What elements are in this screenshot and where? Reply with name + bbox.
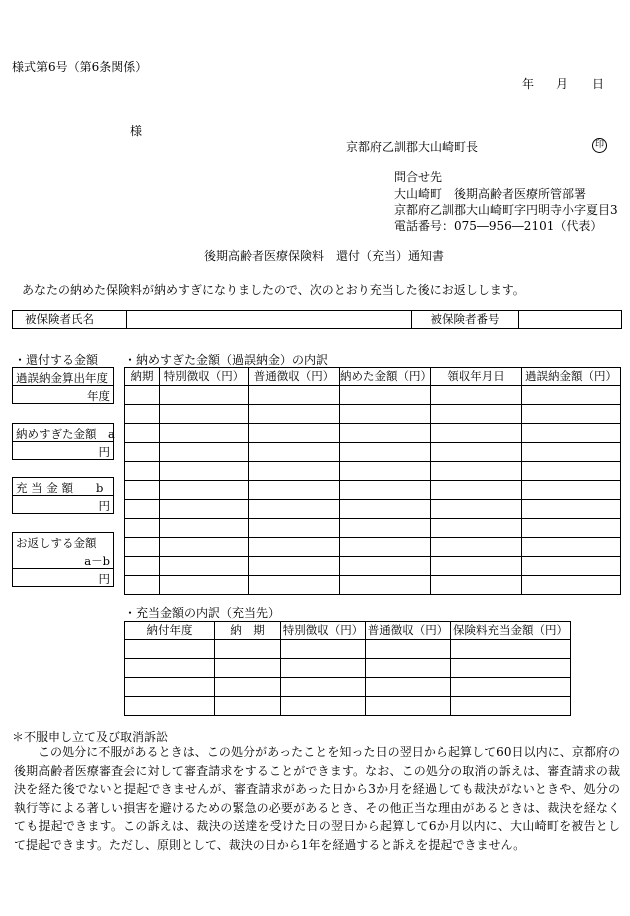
breakdown-row-cell[interactable] xyxy=(160,576,249,595)
applied-label: 充 当 金 額 b xyxy=(13,478,113,496)
document-title: 後期高齢者医療保険料 還付（充当）通知書 xyxy=(204,249,445,263)
breakdown-row-cell[interactable] xyxy=(340,538,431,557)
applied-row-cell[interactable] xyxy=(125,697,215,716)
breakdown-row-cell[interactable] xyxy=(249,557,340,576)
breakdown-row-cell[interactable] xyxy=(249,576,340,595)
applied-breakdown-heading: ・充当金額の内訳（充当先） xyxy=(124,606,281,620)
applied-breakdown-table xyxy=(124,621,571,716)
applied-row xyxy=(125,697,571,716)
applied-row-cell[interactable] xyxy=(215,640,281,659)
breakdown-row xyxy=(125,424,621,443)
breakdown-row-cell[interactable] xyxy=(125,405,160,424)
breakdown-row-cell[interactable] xyxy=(340,386,431,405)
breakdown-row-cell[interactable] xyxy=(249,500,340,519)
applied-row-cell[interactable] xyxy=(281,640,366,659)
seal-icon: 印 xyxy=(592,138,607,153)
applied-row xyxy=(125,659,571,678)
applied-row-cell[interactable] xyxy=(281,659,366,678)
breakdown-row-cell[interactable] xyxy=(522,424,621,443)
breakdown-row-cell[interactable] xyxy=(522,481,621,500)
breakdown-row-cell[interactable] xyxy=(125,500,160,519)
breakdown-row-cell[interactable] xyxy=(125,386,160,405)
breakdown-row-cell[interactable] xyxy=(160,443,249,462)
breakdown-row xyxy=(125,481,621,500)
breakdown-row-cell[interactable] xyxy=(431,424,522,443)
breakdown-row-cell[interactable] xyxy=(160,519,249,538)
insured-name-label: 被保険者氏名 xyxy=(13,311,127,329)
refund-year-label: 過誤納金算出年度 xyxy=(13,368,113,386)
applied-col-header: 保険料充当金額（円） xyxy=(451,622,571,640)
overpaid-box xyxy=(12,423,114,460)
return-box xyxy=(12,532,114,587)
applied-row-cell[interactable] xyxy=(215,697,281,716)
breakdown-col-header: 特別徴収（円） xyxy=(160,368,249,386)
breakdown-row-cell[interactable] xyxy=(522,519,621,538)
applied-row-cell[interactable] xyxy=(366,640,451,659)
insured-table xyxy=(12,310,622,329)
applied-row xyxy=(125,640,571,659)
breakdown-row xyxy=(125,538,621,557)
breakdown-row-cell[interactable] xyxy=(340,462,431,481)
date-month: 月 xyxy=(556,77,569,91)
form-number: 様式第6号（第6条関係） xyxy=(12,60,148,74)
breakdown-row-cell[interactable] xyxy=(522,386,621,405)
breakdown-row-cell[interactable] xyxy=(249,386,340,405)
breakdown-row-cell[interactable] xyxy=(249,519,340,538)
breakdown-row-cell[interactable] xyxy=(125,462,160,481)
breakdown-row-cell[interactable] xyxy=(431,386,522,405)
breakdown-row-cell[interactable] xyxy=(431,538,522,557)
breakdown-row-cell[interactable] xyxy=(340,405,431,424)
applied-row-cell[interactable] xyxy=(366,697,451,716)
applied-row-cell[interactable] xyxy=(215,659,281,678)
refund-year-box xyxy=(12,367,114,404)
overpaid-label: 納めすぎた金額 a xyxy=(13,424,113,442)
breakdown-row xyxy=(125,557,621,576)
insured-number-field[interactable] xyxy=(519,311,622,329)
notice-paragraph: この処分に不服があるときは、この処分があったことを知った日の翌日から起算して60日以内に、京都府の後期高齢者医療審査会に対して審査請求をすることができます。なお、この処分の取消の訴えは、審査請求の裁決を経た後でないと提起できませんが、審査請求があった日から3か月を経過しても裁決がないときや、処分の執行等による著しい損害を避けるための緊急の必要があるとき、その他正当な理由があるときは、裁決を経なくても提起できます。この訴えは、裁決の送達を受けた日の翌日から起算して6か月以内に、大山崎町を被告として提起できます。ただし、原則として、裁決の日から1年を経過すると訴えを提起できません。 xyxy=(14,745,620,852)
applied-row-cell[interactable] xyxy=(281,697,366,716)
breakdown-row-cell[interactable] xyxy=(160,386,249,405)
breakdown-row-cell[interactable] xyxy=(160,424,249,443)
applied-row-cell[interactable] xyxy=(215,678,281,697)
breakdown-row-cell[interactable] xyxy=(125,443,160,462)
applied-row xyxy=(125,678,571,697)
applied-col-header: 納付年度 xyxy=(125,622,215,640)
addressee-suffix: 様 xyxy=(130,124,143,138)
applied-row-cell[interactable] xyxy=(366,659,451,678)
breakdown-row-cell[interactable] xyxy=(340,576,431,595)
breakdown-row-cell[interactable] xyxy=(522,576,621,595)
return-yen: 円 xyxy=(98,572,110,586)
breakdown-row-cell[interactable] xyxy=(125,557,160,576)
refund-year-unit: 年度 xyxy=(87,389,110,403)
breakdown-row-cell[interactable] xyxy=(125,424,160,443)
contact-dept: 大山崎町 後期高齢者医療所管部署 xyxy=(394,187,587,201)
breakdown-row-cell[interactable] xyxy=(249,424,340,443)
breakdown-row xyxy=(125,386,621,405)
applied-col-header: 納 期 xyxy=(215,622,281,640)
contact-phone: 電話番号：075―956―2101（代表） xyxy=(394,219,603,233)
breakdown-row-cell[interactable] xyxy=(431,576,522,595)
applied-row-cell[interactable] xyxy=(451,697,571,716)
breakdown-row xyxy=(125,576,621,595)
breakdown-row-cell[interactable] xyxy=(431,462,522,481)
date-day: 日 xyxy=(592,77,605,91)
breakdown-row xyxy=(125,405,621,424)
intro-text: あなたの納めた保険料が納めすぎになりましたので、次のとおり充当した後にお返しします。 xyxy=(22,283,525,297)
breakdown-row-cell[interactable] xyxy=(125,519,160,538)
breakdown-row-cell[interactable] xyxy=(160,538,249,557)
breakdown-row-cell[interactable] xyxy=(522,443,621,462)
breakdown-row-cell[interactable] xyxy=(125,538,160,557)
breakdown-row-cell[interactable] xyxy=(249,481,340,500)
breakdown-row xyxy=(125,462,621,481)
breakdown-row-cell[interactable] xyxy=(340,519,431,538)
applied-row-cell[interactable] xyxy=(125,678,215,697)
applied-yen: 円 xyxy=(98,499,110,513)
breakdown-row-cell[interactable] xyxy=(431,557,522,576)
insured-name-field[interactable] xyxy=(127,311,412,329)
breakdown-table xyxy=(124,367,621,595)
insured-number-label: 被保険者番号 xyxy=(412,311,519,329)
breakdown-row-cell[interactable] xyxy=(522,405,621,424)
breakdown-row-cell[interactable] xyxy=(160,462,249,481)
breakdown-col-header: 納めた金額（円） xyxy=(340,368,431,386)
breakdown-row-cell[interactable] xyxy=(125,576,160,595)
breakdown-row-cell[interactable] xyxy=(431,481,522,500)
date-year: 年 xyxy=(522,77,535,91)
return-label: お返しする金額 xyxy=(16,536,97,550)
breakdown-row-cell[interactable] xyxy=(522,538,621,557)
applied-row-cell[interactable] xyxy=(366,678,451,697)
breakdown-row-cell[interactable] xyxy=(125,481,160,500)
issuer: 京都府乙訓郡大山崎町長 xyxy=(346,140,479,154)
breakdown-row-cell[interactable] xyxy=(249,405,340,424)
breakdown-col-header: 過誤納金額（円） xyxy=(522,368,621,386)
breakdown-row-cell[interactable] xyxy=(340,557,431,576)
breakdown-row-cell[interactable] xyxy=(340,500,431,519)
breakdown-col-header: 納期 xyxy=(125,368,160,386)
breakdown-row xyxy=(125,500,621,519)
applied-row-cell[interactable] xyxy=(125,659,215,678)
breakdown-row-cell[interactable] xyxy=(340,443,431,462)
breakdown-row-cell[interactable] xyxy=(160,500,249,519)
breakdown-row-cell[interactable] xyxy=(249,462,340,481)
breakdown-row-cell[interactable] xyxy=(160,405,249,424)
breakdown-row-cell[interactable] xyxy=(249,443,340,462)
overpaid-yen: 円 xyxy=(98,445,110,459)
breakdown-col-header: 普通徴収（円） xyxy=(249,368,340,386)
breakdown-row-cell[interactable] xyxy=(431,519,522,538)
applied-row-cell[interactable] xyxy=(451,678,571,697)
applied-row-cell[interactable] xyxy=(125,640,215,659)
applied-box xyxy=(12,477,114,514)
refund-heading: ・還付する金額 xyxy=(14,353,99,367)
breakdown-row-cell[interactable] xyxy=(431,500,522,519)
breakdown-row-cell[interactable] xyxy=(431,405,522,424)
breakdown-row-cell[interactable] xyxy=(522,557,621,576)
applied-col-header: 普通徴収（円） xyxy=(366,622,451,640)
applied-row-cell[interactable] xyxy=(451,640,571,659)
breakdown-row-cell[interactable] xyxy=(249,538,340,557)
breakdown-row-cell[interactable] xyxy=(522,462,621,481)
breakdown-row-cell[interactable] xyxy=(522,500,621,519)
breakdown-row-cell[interactable] xyxy=(160,557,249,576)
breakdown-row-cell[interactable] xyxy=(160,481,249,500)
notice-heading: ＊不服申し立て及び取消訴訟 xyxy=(12,730,169,744)
applied-row-cell[interactable] xyxy=(281,678,366,697)
return-formula: a－b xyxy=(13,551,113,569)
breakdown-row-cell[interactable] xyxy=(340,481,431,500)
notice-body xyxy=(14,743,620,855)
breakdown-row-cell[interactable] xyxy=(431,443,522,462)
breakdown-row xyxy=(125,519,621,538)
breakdown-row-cell[interactable] xyxy=(340,424,431,443)
breakdown-heading: ・納めすぎた金額（過誤納金）の内訳 xyxy=(124,353,329,367)
applied-col-header: 特別徴収（円） xyxy=(281,622,366,640)
contact-address: 京都府乙訓郡大山崎町字円明寺小字夏目3 xyxy=(394,203,618,217)
breakdown-row xyxy=(125,443,621,462)
breakdown-col-header: 領収年月日 xyxy=(431,368,522,386)
applied-row-cell[interactable] xyxy=(451,659,571,678)
contact-heading: 問合せ先 xyxy=(394,170,443,184)
